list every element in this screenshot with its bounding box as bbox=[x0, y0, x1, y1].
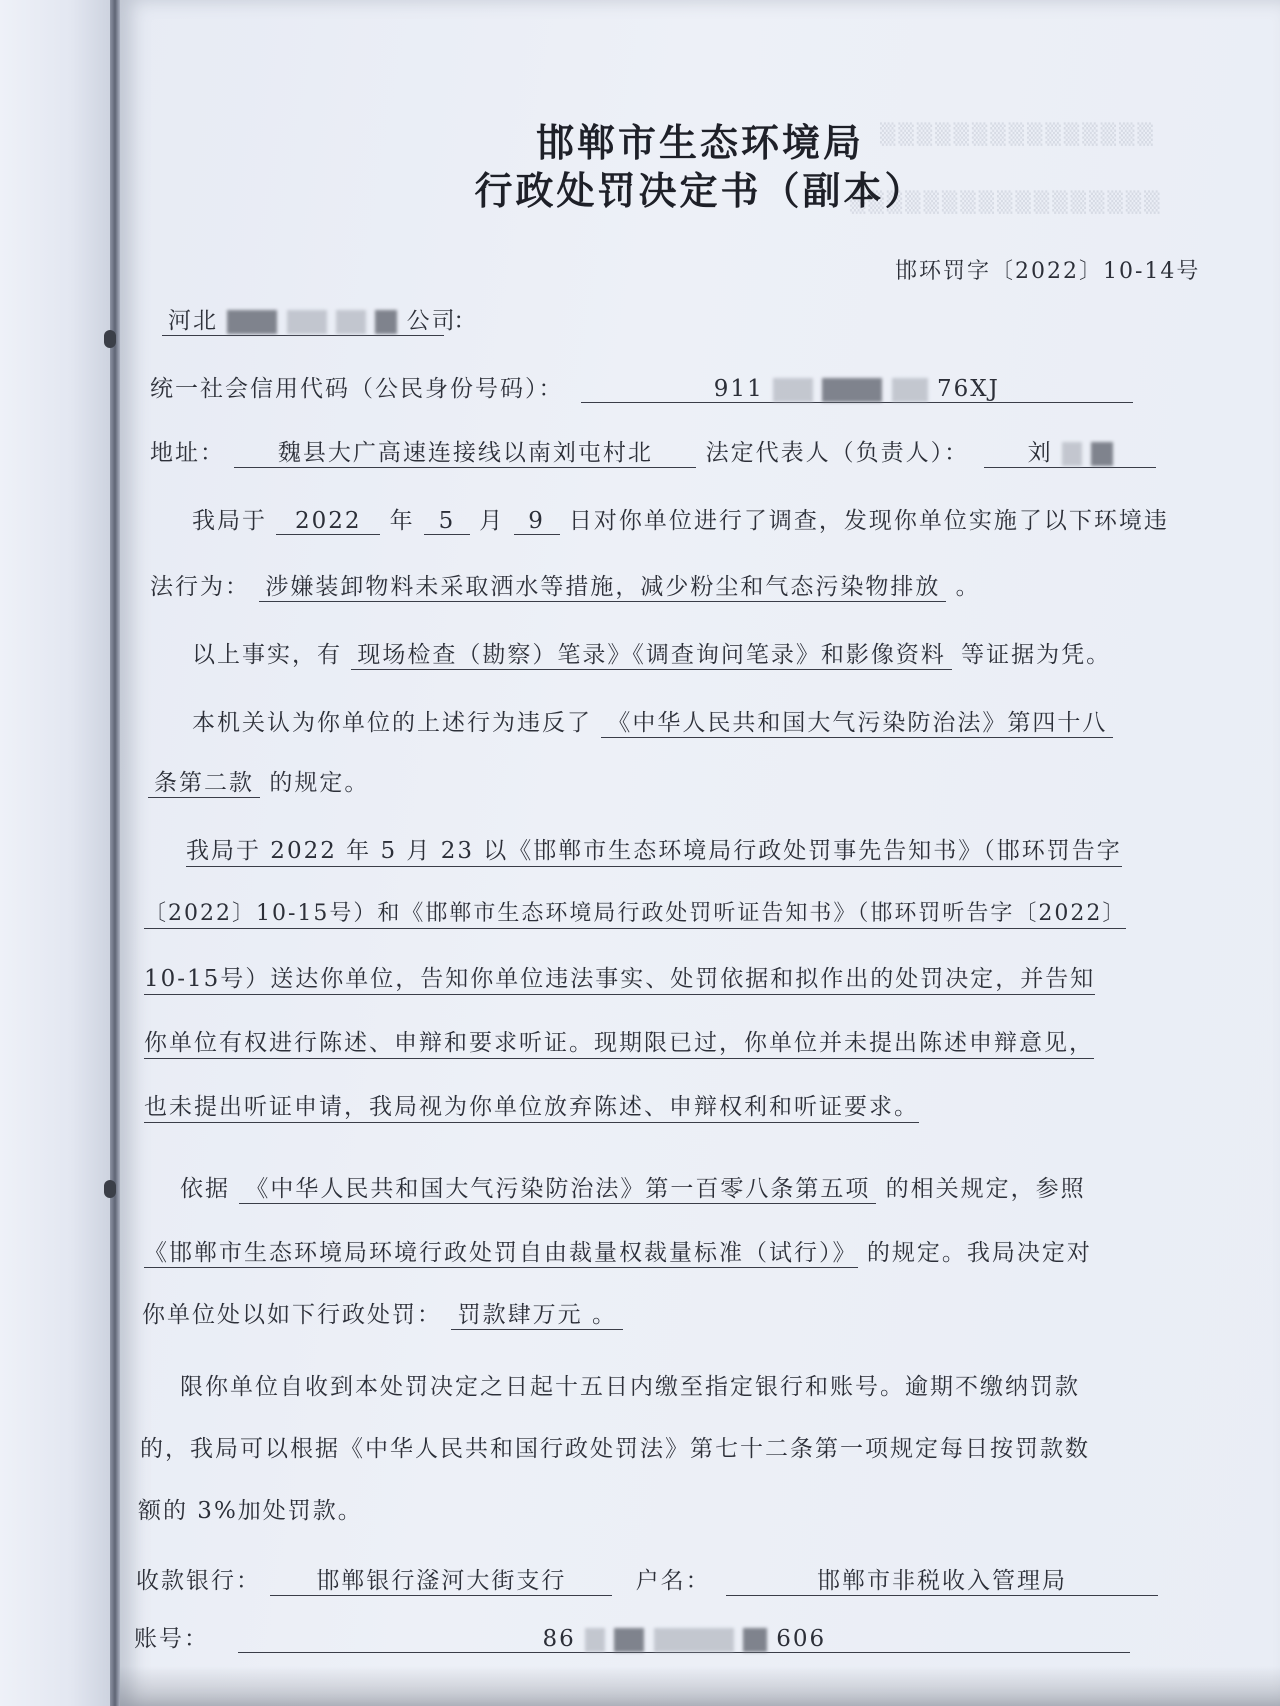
investigation-month-unit: 月 bbox=[479, 508, 505, 534]
credit-code-line bbox=[150, 370, 1133, 403]
violation-field: 涉嫌装卸物料未采取洒水等措施，减少粉尘和气态污染物排放 bbox=[259, 568, 946, 602]
payment-line-3: 额的 3%加处罚款。 bbox=[138, 1498, 363, 1524]
credit-code-prefix: 911 bbox=[713, 376, 764, 402]
bank-label: 收款银行： bbox=[136, 1568, 261, 1594]
previous-page-edge bbox=[0, 0, 118, 1706]
penalty-line bbox=[142, 1296, 623, 1330]
page-shadow bbox=[120, 1666, 1280, 1706]
penalty-value: 罚款肆万元 bbox=[457, 1302, 583, 1328]
legal-rep-label: 法定代表人（负责人）： bbox=[705, 440, 970, 466]
document-number: 邯环罚字〔2022〕10-14号 bbox=[895, 259, 1201, 284]
investigation-prefix: 我局于 bbox=[192, 508, 267, 534]
basis-law-field: 《中华人民共和国大气污染防治法》第一百零八条第五项 bbox=[239, 1170, 876, 1204]
account-no-field bbox=[238, 1626, 1130, 1653]
credit-code-field bbox=[581, 376, 1133, 403]
account-no-prefix: 86 bbox=[542, 1626, 576, 1652]
account-name-label: 户名： bbox=[635, 1568, 711, 1594]
basis-mid: 的相关规定，参照 bbox=[885, 1176, 1086, 1202]
legal-rep-field bbox=[984, 434, 1156, 468]
bleed-through-text: ▒▒▒▒▒▒▒▒▒▒▒▒▒▒▒▒▒ bbox=[850, 190, 1163, 214]
party-colon: ： bbox=[453, 308, 479, 334]
title-document: 行政处罚决定书（副本） bbox=[474, 169, 926, 213]
notice-text-3: 10-15号）送达你单位，告知你单位违法事实、处罚依据和拟作出的处罚决定，并告知 bbox=[144, 966, 1095, 995]
redaction-block bbox=[822, 378, 882, 402]
binding-hole bbox=[104, 330, 116, 348]
evidence-line bbox=[192, 636, 1111, 670]
penalty-end: 。 bbox=[591, 1302, 617, 1328]
notice-line-4 bbox=[144, 1024, 1094, 1057]
basis-line-2 bbox=[144, 1234, 1092, 1268]
law-violated-line-2 bbox=[148, 764, 369, 798]
account-no-label: 账号： bbox=[134, 1626, 209, 1652]
notice-line-2 bbox=[144, 896, 1126, 927]
address-line bbox=[150, 434, 1156, 468]
address-field: 魏县大广高速连接线以南刘屯村北 bbox=[234, 434, 696, 468]
legal-rep-value: 刘 bbox=[1027, 440, 1053, 466]
redaction-block bbox=[1091, 442, 1113, 466]
credit-code-label: 统一社会信用代码（公民身份号码）： bbox=[150, 376, 564, 402]
redaction-block bbox=[614, 1628, 644, 1652]
account-no-suffix: 606 bbox=[776, 1626, 827, 1652]
redaction-block bbox=[654, 1628, 734, 1652]
notice-line-3 bbox=[144, 960, 1095, 993]
party-name-suffix: 公司 bbox=[406, 308, 457, 334]
basis-prefix: 依据 bbox=[180, 1176, 230, 1202]
penalty-field bbox=[451, 1296, 623, 1330]
evidence-field: 现场检查（勘察）笔录》《调查询问笔录》和影像资料 bbox=[351, 636, 952, 670]
bank-field: 邯郸银行滏河大街支行 bbox=[270, 1562, 612, 1596]
redaction-block bbox=[336, 310, 366, 334]
law-violated-suffix: 的规定。 bbox=[269, 770, 370, 796]
bleed-through-text: ▒▒▒▒▒▒▒▒▒▒▒▒▒▒▒ bbox=[880, 122, 1156, 146]
payment-line-2: 的，我局可以根据《中华人民共和国行政处罚法》第七十二条第一项规定每日按罚款数 bbox=[140, 1436, 1090, 1462]
basis-standard-field: 《邯郸市生态环境局环境行政处罚自由裁量权裁量标准（试行）》 bbox=[144, 1234, 858, 1268]
notice-text-2: 〔2022〕10-15号）和《邯郸市生态环境局行政处罚听证告知书》（邯环罚听告字〔2022〕 bbox=[144, 901, 1126, 929]
investigation-day: 9 bbox=[514, 508, 560, 535]
binding-hole bbox=[104, 1180, 116, 1198]
party-name-field bbox=[162, 302, 457, 336]
investigation-month: 5 bbox=[424, 508, 470, 535]
credit-code-suffix: 76XJ bbox=[936, 376, 1000, 402]
address-label: 地址： bbox=[150, 440, 225, 466]
party-name-prefix: 河北 bbox=[168, 308, 218, 334]
title-agency: 邯郸市生态环境局 bbox=[535, 121, 864, 165]
binding-spine bbox=[110, 0, 120, 1706]
law-violated-field-1: 《中华人民共和国大气污染防治法》第四十八 bbox=[601, 704, 1113, 738]
account-name-field: 邯郸市非税收入管理局 bbox=[726, 1562, 1158, 1596]
party-name-line bbox=[162, 302, 478, 336]
investigation-suffix: 日对你单位进行了调查，发现你单位实施了以下环境违 bbox=[568, 508, 1169, 534]
payment-line-1: 限你单位自收到本处罚决定之日起十五日内缴至指定银行和账号。逾期不缴纳罚款 bbox=[180, 1374, 1080, 1400]
document-page bbox=[120, 0, 1280, 1706]
redaction-block bbox=[585, 1628, 605, 1652]
law-violated-prefix: 本机关认为你单位的上述行为违反了 bbox=[192, 710, 592, 736]
account-no-line bbox=[134, 1620, 1130, 1653]
investigation-line bbox=[192, 502, 1169, 535]
evidence-prefix: 以上事实，有 bbox=[192, 642, 342, 668]
notice-line-5 bbox=[144, 1088, 919, 1121]
investigation-year: 2022 bbox=[276, 508, 380, 535]
law-violated-field-2: 条第二款 bbox=[148, 764, 260, 798]
redaction-block bbox=[287, 310, 327, 334]
violation-label: 法行为： bbox=[150, 574, 250, 600]
basis-suffix: 的规定。我局决定对 bbox=[866, 1240, 1092, 1266]
basis-line-1 bbox=[180, 1170, 1086, 1204]
redaction-block bbox=[375, 310, 397, 334]
notice-line-1 bbox=[186, 832, 1122, 865]
notice-text-4: 你单位有权进行陈述、申辩和要求听证。现期限已过，你单位并未提出陈述申辩意见， bbox=[144, 1030, 1094, 1059]
bank-line bbox=[136, 1562, 1158, 1596]
investigation-year-unit: 年 bbox=[389, 508, 415, 534]
redaction-block bbox=[773, 378, 813, 402]
notice-text-1: 我局于 2022 年 5 月 23 以《邯郸市生态环境局行政处罚事先告知书》（邯环罚告字 bbox=[186, 838, 1122, 867]
law-violated-line-1 bbox=[192, 704, 1113, 738]
violation-end: 。 bbox=[955, 574, 981, 600]
evidence-suffix: 等证据为凭。 bbox=[961, 642, 1112, 668]
redaction-block bbox=[892, 378, 928, 402]
redaction-block bbox=[743, 1628, 767, 1652]
redaction-block bbox=[1062, 442, 1082, 466]
violation-line bbox=[150, 568, 981, 602]
notice-text-5: 也未提出听证申请，我局视为你单位放弃陈述、申辩权利和听证要求。 bbox=[144, 1094, 919, 1123]
penalty-prefix: 你单位处以如下行政处罚： bbox=[142, 1302, 442, 1328]
redaction-block bbox=[227, 310, 277, 334]
